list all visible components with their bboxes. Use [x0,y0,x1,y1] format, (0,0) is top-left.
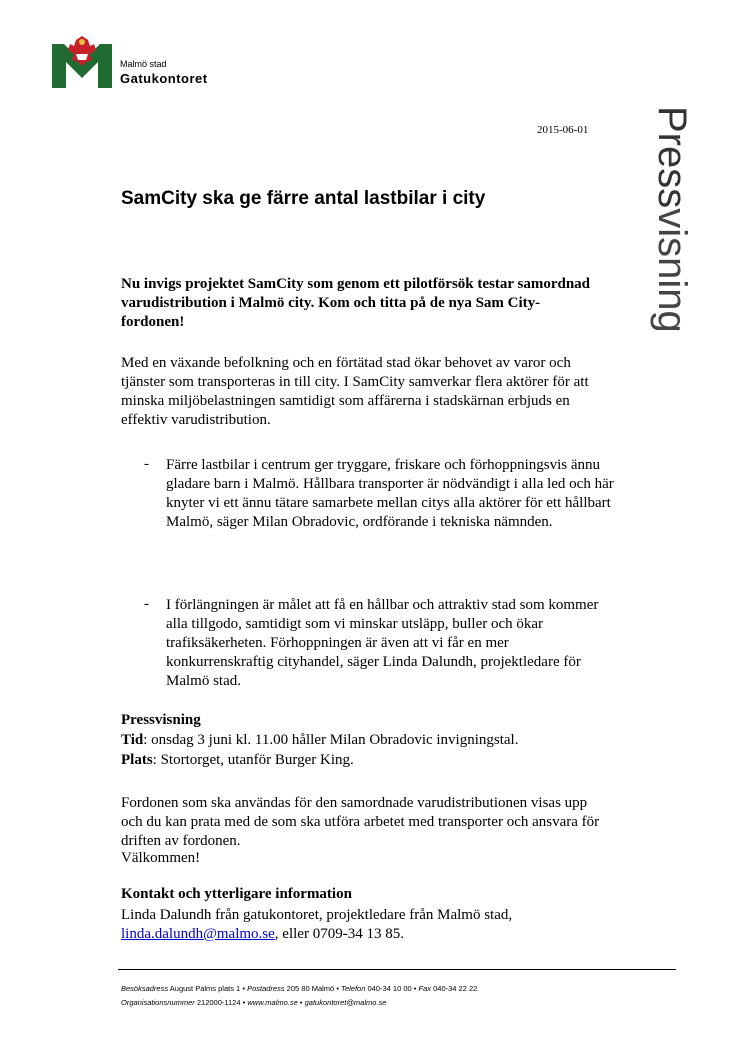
footer-sep: • [413,984,417,993]
footer-visit-label: Besöksadress [121,984,169,993]
footer-web-link[interactable]: www.malmo.se [247,998,298,1007]
footer-divider [118,969,676,970]
org-city: Malmö stad [120,59,167,69]
footer-phone-label: Telefon [341,984,366,993]
welcome-text: Välkommen! [121,850,201,866]
event-place [121,752,354,769]
quote-2: I förlängningen är målet att få en hållbar och attraktiv stad som kommer alla tillgodo, samtidigt som vi minskar utsläpp, buller och ökar trafiksäkerheten. Förhoppningen är även att vi får en mer konkurrenskraftig cityhandel, säger Linda Dalundh, projektledare för Malmö stad. [166,597,599,689]
footer-sep: • [242,984,245,993]
lead-paragraph: Nu invigs projektet SamCity som genom ett pilotförsök testar samordnad varudistribution i Malmö city. Kom och titta på de nya Sam City-fordonen! [121,276,591,330]
quote-bullet-1: - [144,456,149,472]
footer-orgnr-label: Organisationsnummer [121,998,195,1007]
footer-phone-value: 040-34 10 00 [365,984,412,993]
footer-mail-link[interactable]: gatukontoret@malmo.se [304,998,387,1007]
contact-text: Linda Dalundh från gatukontoret, projektledare från Malmö stad, [121,907,513,923]
event-time [121,732,518,749]
footer-line-1 [121,984,477,993]
contact-info [121,906,601,944]
vertical-title-light: visning [650,208,694,333]
event-place-label: Plats [121,752,153,768]
malmo-stad-logo [52,36,112,88]
footer-sep: • [336,984,339,993]
headline: SamCity ska ge färre antal lastbilar i city [121,188,486,209]
footer-line-2 [121,998,386,1007]
event-heading: Pressvisning [121,712,201,728]
footer-fax-label: Fax [418,984,432,993]
footer-post-label: Postadress [247,984,285,993]
contact-email-link[interactable]: linda.dalundh@malmo.se [121,926,275,942]
body-paragraph-3: Fordonen som ska användas för den samordnade varudistributionen visas upp och du kan prata med de som ska utföra arbetet med transporter och ansvara för driften av fordonen. [121,795,600,849]
event-place-text: : Stortorget, utanför Burger King. [152,752,354,768]
body-paragraph-1: Med en växande befolkning och en förtätad stad ökar behovet av varor och tjänster som transporteras in till city. I SamCity samverkar flera aktörer för att minska miljöbelastningen samtidigt som affärerna i stadskärnan erbjuds en effektiv varudistribution. [121,355,589,428]
footer-fax-value: 040-34 22 22 [431,984,478,993]
press-date: 2015-06-01 [537,124,589,136]
pressvisning-vertical-title [650,106,694,333]
footer-sep: • [299,998,303,1007]
quote-bullet-2: - [144,596,149,612]
footer-orgnr-value: 212000-1124 [194,998,241,1007]
vertical-title-bold: Press [650,106,694,209]
footer-post-value: 205 80 Malmö [284,984,335,993]
contact-heading: Kontakt och ytterligare information [121,886,352,902]
org-department: Gatukontoret [120,71,208,86]
event-time-text: : onsdag 3 juni kl. 11.00 håller Milan Obradovic invigningstal. [143,732,519,748]
footer-sep: • [242,998,246,1007]
footer-visit-value: August Palms plats 1 [168,984,241,993]
contact-phone: , eller 0709-34 13 85. [274,926,404,942]
event-time-label: Tid [121,732,144,748]
quote-1: Färre lastbilar i centrum ger tryggare, friskare och förhoppningsvis ännu gladare barn i Malmö. Hållbara transporter är nödvändigt i alla led och här knyter vi ett ännu tätare samarbete mellan citys alla aktörer för ett hållbart Malmö, säger Milan Obradovic, ordförande i tekniska nämnden. [166,457,614,530]
